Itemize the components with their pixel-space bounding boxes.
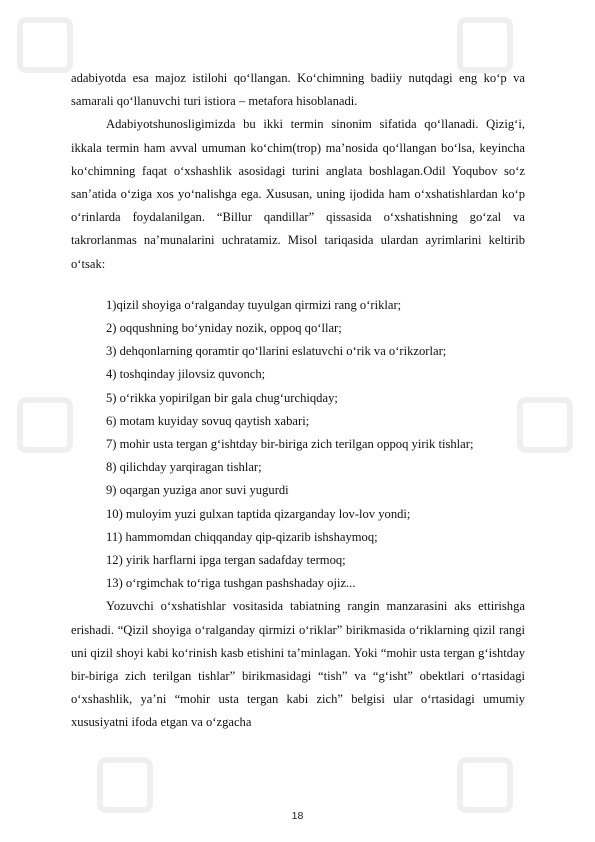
list-item: 8) qilichday yarqiragan tishlar; xyxy=(106,460,262,475)
paragraph-analysis: Yozuvchi o‘xshatishlar vositasida tabiatning rangin manzarasini aks ettirishga erishadi. “Qizil shoyiga o‘ralganday qirmizi o‘riklar” birikmasida o‘riklarning qizil rangi uni qizil shoyi kabi ko‘rinish kasb etishini ta’minlagan. Yoki “mohir usta tergan g‘ishtday bir-biriga zich terilgan tishlar” birikmasidagi “tish” va “g‘isht” obektlari o‘rtasidagi o‘xshashlik, ya’ni “mohir usta tergan kabi zich” belgisi ular o‘rtasidagi umumiy xususiyatni ifoda etgan va o‘zgacha xyxy=(71,599,525,730)
page-body xyxy=(71,67,525,735)
list-item: 9) oqargan yuziga anor suvi yugurdi xyxy=(106,483,289,498)
list-item: 2) oqqushning bo‘yniday nozik, oppoq qo‘llar; xyxy=(106,321,342,336)
page-number: 18 xyxy=(291,810,304,822)
list-item: 12) yirik harflarni ipga tergan sadafday termoq; xyxy=(106,553,346,568)
paragraph-intro: adabiyotda esa majoz istilohi qo‘llangan. Ko‘chimning badiiy nutqdagi eng ko‘p va samarali qo‘llanuvchi turi istiora – metafora hisoblanadi. xyxy=(71,71,525,109)
list-item: 6) motam kuyiday sovuq qaytish xabari; xyxy=(106,413,310,428)
list-item: 7) mohir usta tergan g‘ishtday bir-biriga zich terilgan oppoq yirik tishlar; xyxy=(106,437,474,452)
list-item: 10) muloyim yuzi gulxan taptida qizarganday lov-lov yondi; xyxy=(106,506,411,521)
list-item: 4) toshqinday jilovsiz quvonch; xyxy=(106,367,266,382)
list-item: 3) dehqonlarning qoramtir qo‘llarini eslatuvchi o‘rik va o‘rikzorlar; xyxy=(106,344,447,359)
list-item: 5) o‘rikka yopirilgan bir gala chug‘urchiqday; xyxy=(106,390,338,405)
paragraph-terms: Adabiyotshunosligimizda bu ikki termin sinonim sifatida qo‘llanadi. Qizig‘i, ikkala termin ham avval umuman ko‘chim(trop) ma’nosida qo‘llangan bo‘lsa, keyincha ko‘chimning faqat o‘xshashlik asosidagi turini anglata boshlagan.Odil Yoqubov so‘z san’atida o‘ziga xos yo‘nalishga ega. Xususan, uning ijodida ham o‘xshatishlardan ko‘p o‘rinlarda foydalanilgan. “Billur qandillar” qissasida o‘xshatishning go‘zal va takrorlanmas na’munalarini uchratamiz. Misol tariqasida ulardan ayrimlarini keltirib o‘tsak: xyxy=(71,117,525,271)
spacer xyxy=(71,276,525,294)
examples-list xyxy=(71,294,525,596)
list-item: 1)qizil shoyiga o‘ralganday tuyulgan qirmizi rang o‘riklar; xyxy=(106,297,402,312)
list-item: 13) o‘rgimchak to‘riga tushgan pashshaday ojiz... xyxy=(106,576,356,591)
list-item: 11) hammomdan chiqqanday qip-qizarib ishshaymoq; xyxy=(106,529,378,544)
